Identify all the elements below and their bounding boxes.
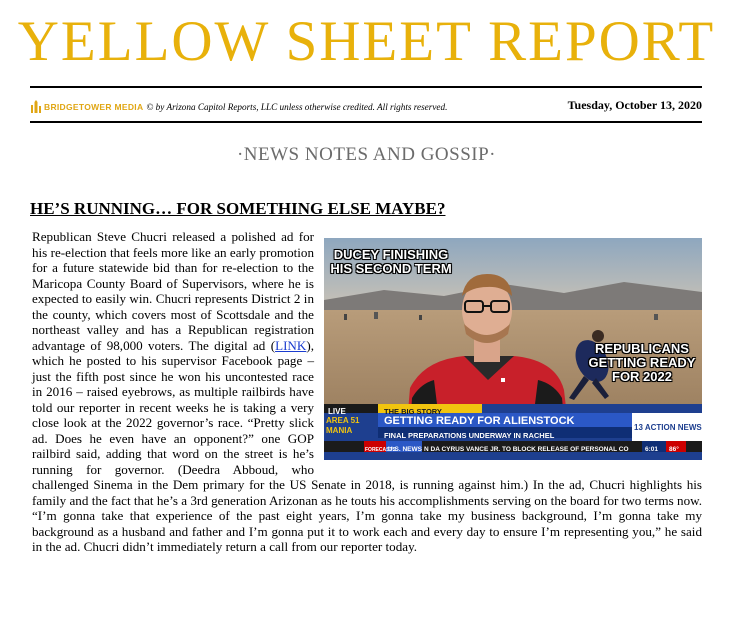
tv-subhead: FINAL PREPARATIONS UNDERWAY IN RACHEL <box>384 431 555 440</box>
tv-forecasts-tag: FORECASTS <box>365 447 396 453</box>
brand-block <box>30 100 447 113</box>
article-link[interactable]: LINK <box>275 337 307 353</box>
meme-image <box>324 238 702 460</box>
masthead-title: YELLOW SHEET REPORT <box>17 10 716 73</box>
meme-caption-left: DUCEY FINISHING HIS SECOND TERM <box>330 247 452 276</box>
tv-network-tag: U.S. NEWS <box>388 446 422 453</box>
tv-news-ticker: N DA CYRUS VANCE JR. TO BLOCK RELEASE OF PERSONAL CO <box>424 446 629 453</box>
section-title: ·NEWS NOTES AND GOSSIP· <box>236 144 497 165</box>
tv-show-name: AREA 51 MANIA <box>326 416 360 435</box>
masthead-rule-bottom <box>30 121 702 123</box>
publication-date: Tuesday, October 13, 2020 <box>567 98 702 112</box>
tv-channel-logo: 13 ACTION NEWS <box>634 423 702 432</box>
article-text-part2: ), which he posted to his supervisor Facebook page – just the fifth post since he won his uncontested race in 2016 – raised eyebrows, as multiple railbirds have told our reporter in recent weeks he is taking a very close look at the 2022 governor’s race. “Pretty slick ad. Does he even have an opponent?” one GOP railbird said, adding that word on the street is he’s running for governor. (Deedra Abboud, who challenged Sinema in the Dem primary for the US Senate in 2018, is running against him.) In the ad, Chucri highlights his family and the fact that he’s a 3rd generation Arizonan as he touts his accomplishments serving on the board for two terms now. “I’m gonna take that experience of the past eight years, I’m gonna take my business background, I’m gonna take my background as a husband and father and I’m gonna put it to work each and every day to ensure I’m representing you,” he said in the ad. Chucri didn’t immediately return a call from our reporter today. <box>32 337 702 554</box>
meme-caption-right: REPUBLICANS GETTING READY FOR 2022 <box>588 341 696 384</box>
tv-time: 6:01 <box>645 446 659 453</box>
tv-temperature: 86° <box>669 446 679 453</box>
tv-headline: GETTING READY FOR ALIENSTOCK <box>384 415 575 427</box>
info-bar <box>30 97 702 117</box>
brand-name: BRIDGETOWER MEDIA <box>44 101 144 112</box>
article-body <box>32 229 702 555</box>
article-headline: HE’S RUNNING… FOR SOMETHING ELSE MAYBE? <box>30 199 446 218</box>
tv-story-tag: THE BIG STORY <box>384 407 442 416</box>
tv-live-label: LIVE <box>328 407 346 416</box>
bridgetower-logo-icon <box>30 100 42 113</box>
article-text-part1: Republican Steve Chucri released a polished ad for his re-election that feels more like an early promotion for a future statewide bid than for re-election to the Maricopa County Board of Supervisors, where he is expected to easily win. Chucri represents District 2 in the county, which covers most of Scottsdale and the northeast valley and has a Republican registration advantage of 98,000 voters. The digital ad ( <box>32 229 314 353</box>
copyright-notice: © by Arizona Capitol Reports, LLC unless otherwise credited. All rights reserved. <box>146 101 448 112</box>
masthead-rule-top <box>30 86 702 88</box>
